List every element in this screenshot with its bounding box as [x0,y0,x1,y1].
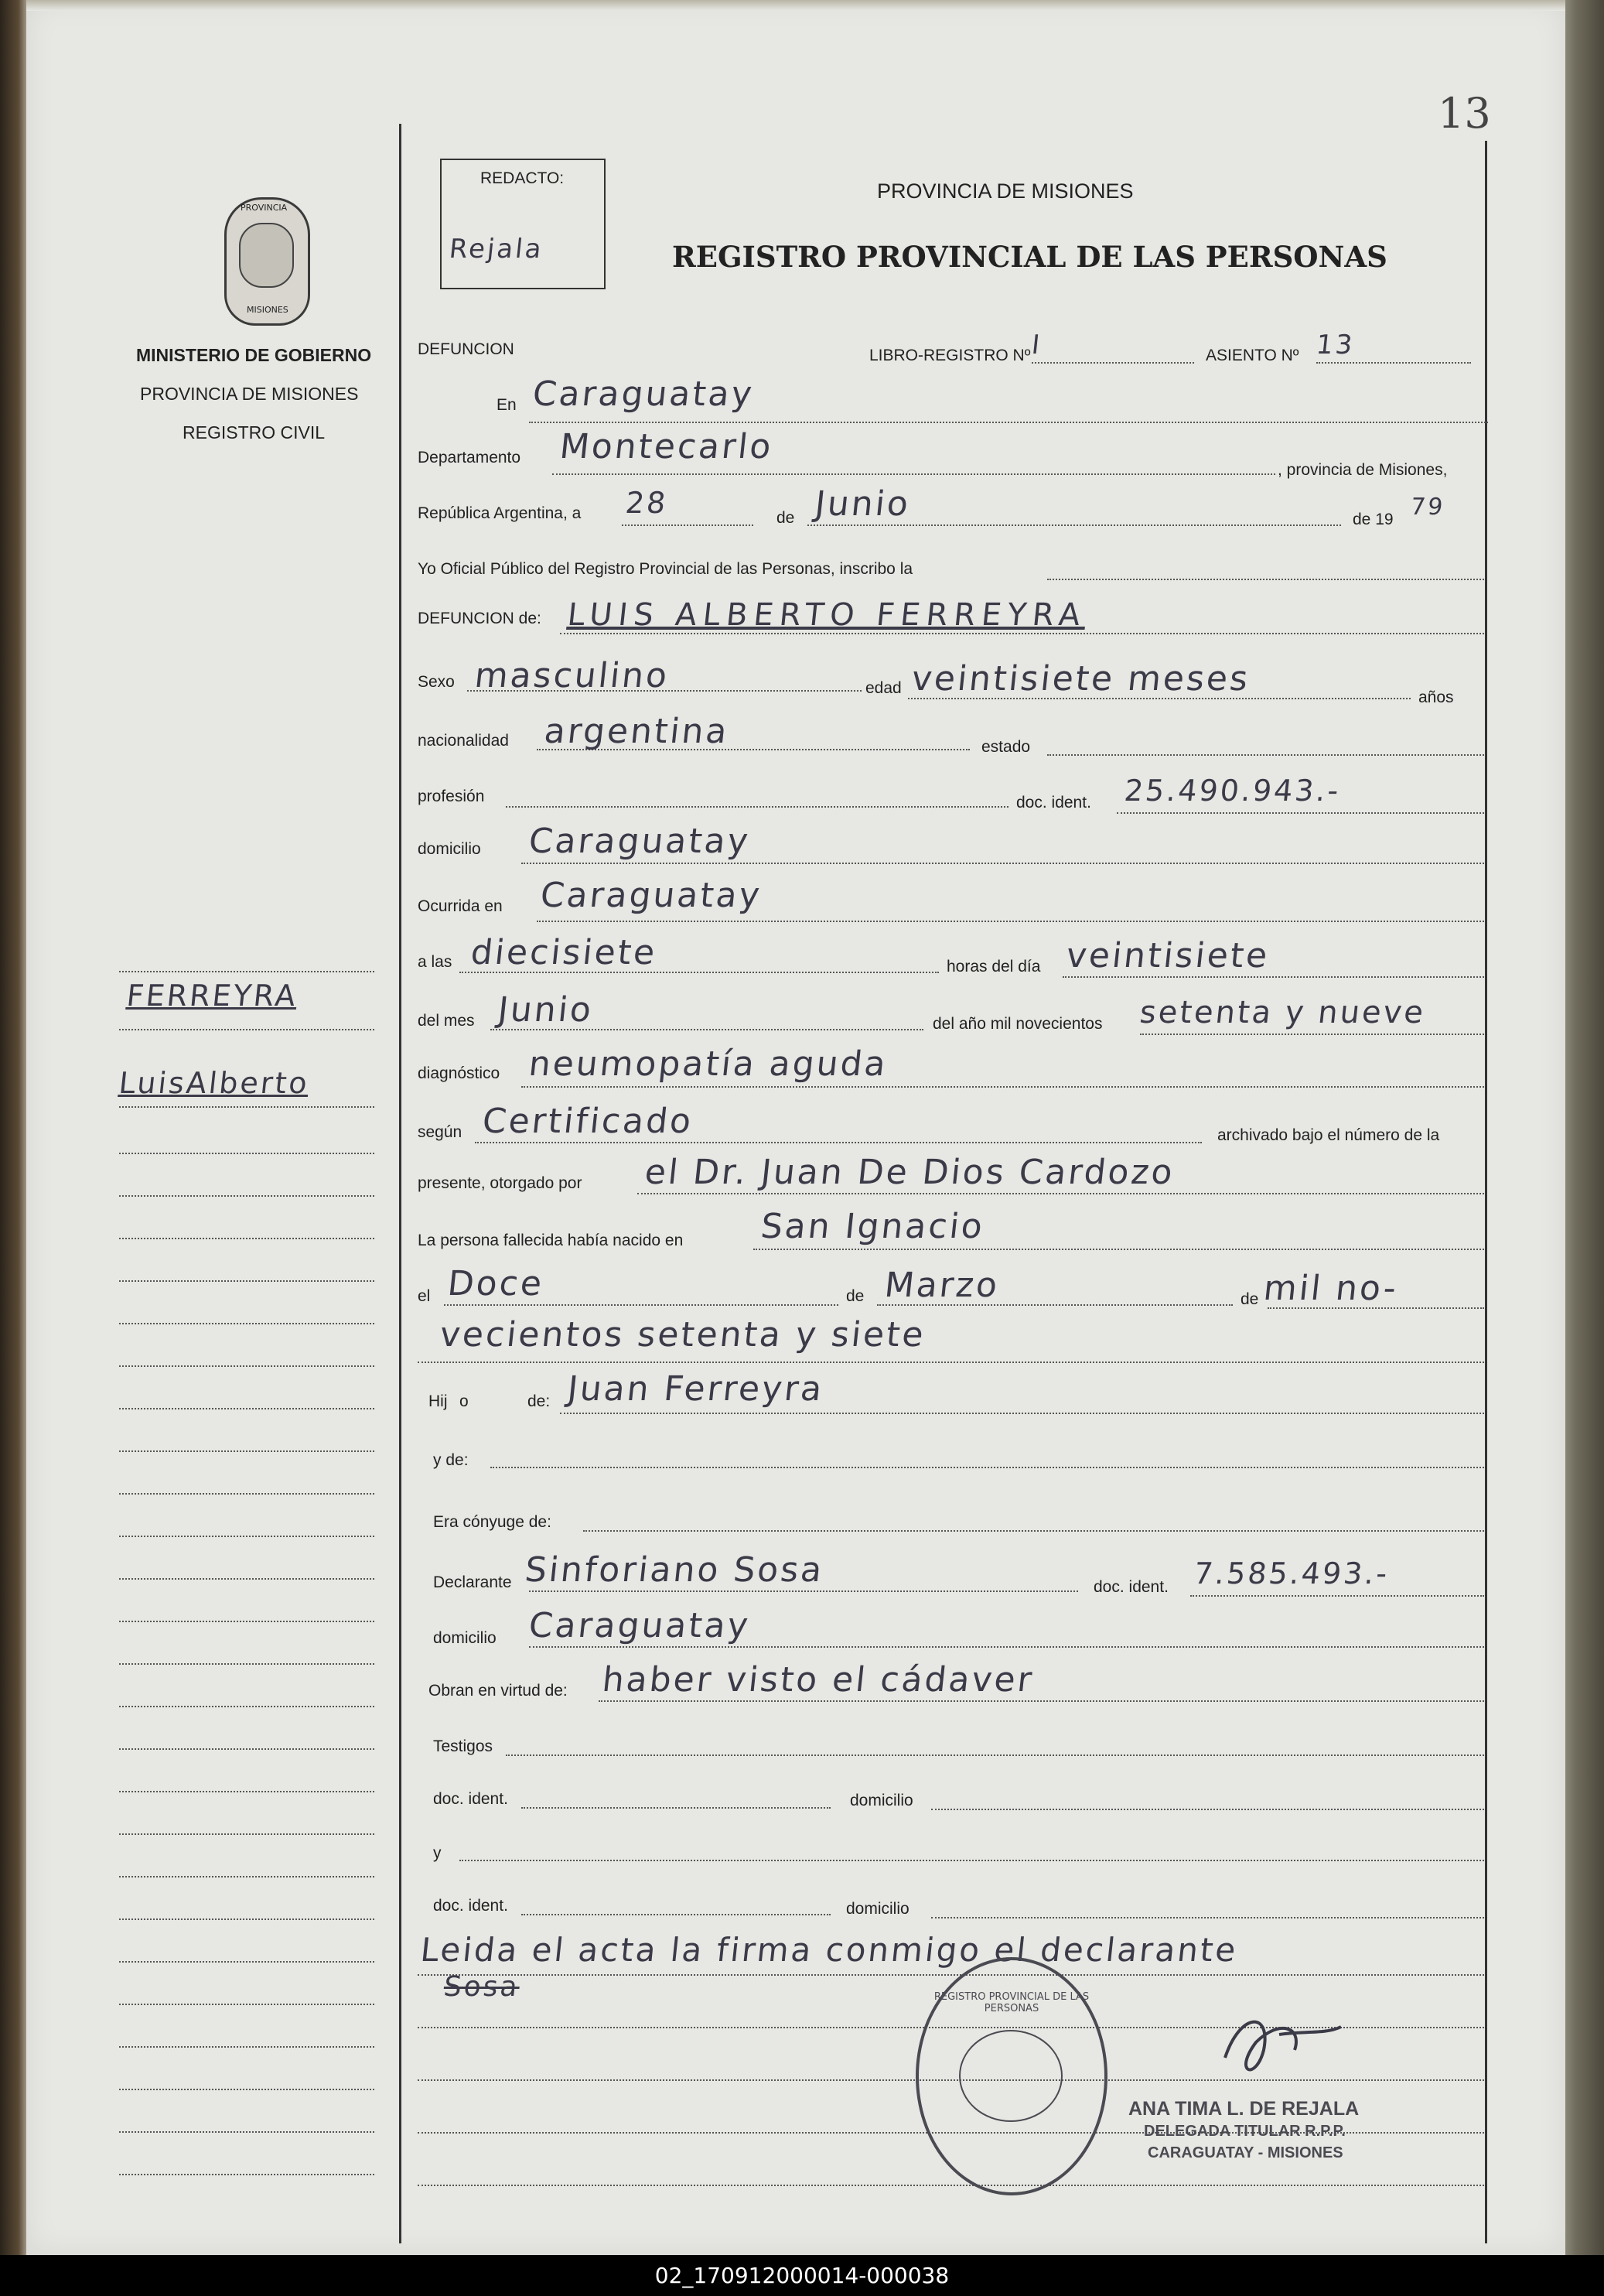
month-value: Junio [813,484,913,524]
emblem-bottom-text: MISIONES [247,305,288,315]
nacionalidad-value: argentina [542,712,732,751]
conyuge-label: Era cónyuge de: [433,1513,551,1531]
decl-doc-label: doc. ident. [1094,1578,1169,1596]
presente-label: presente, otorgado por [418,1174,582,1192]
provincia-label: , provincia de Misiones, [1278,461,1448,479]
nacionalidad-label: nacionalidad [418,732,509,750]
del-ano-label: del año mil novecientos [933,1015,1103,1033]
header-province: PROVINCIA DE MISIONES [877,179,1134,203]
y-label: y [433,1844,442,1862]
estado-label: estado [981,738,1031,756]
emblem-top-text: PROVINCIA [241,203,288,213]
edad-label: edad [865,679,902,697]
sexo-value: masculino [473,656,671,695]
ano-value: setenta y nueve [1138,995,1428,1030]
departamento-label: Departamento [418,449,521,466]
testigos-label: Testigos [433,1737,493,1755]
doc-ident-value: 25.490.943.- [1122,774,1343,808]
ocurrida-value: Caraguatay [538,876,764,915]
ministry-label: MINISTERIO DE GOBIERNO [136,345,372,365]
page-title: REGISTRO PROVINCIAL DE LAS PERSONAS [672,240,1387,274]
nacimiento-mes-value: Marzo [882,1266,1002,1305]
diagnostico-label: diagnóstico [418,1064,500,1082]
declarant-signature: Sosa [442,1971,521,2003]
libro-value: I [1029,330,1044,360]
otorgado-value: el Dr. Juan De Dios Cardozo [643,1153,1177,1192]
hij-suffix: o [459,1392,469,1410]
official-location-stamp: CARAGUATAY - MISIONES [1148,2144,1343,2161]
horas-label: horas del día [947,958,1041,975]
closing-statement: Leida el acta la firma conmigo el declarante [418,1931,1240,1969]
segun-value: Certificado [480,1102,695,1141]
edad-value: veintisiete meses [910,659,1252,699]
mes-value: Junio [496,990,596,1030]
nacimiento-ano-value-2: vecientos setenta y siete [438,1315,928,1355]
declarante-label: Declarante [433,1573,512,1591]
official-name-stamp: ANA TIMA L. DE REJALA [1128,2098,1360,2120]
day-value: 28 [623,486,670,520]
decl-domicilio-label: domicilio [433,1629,497,1647]
left-margin-rule [399,124,401,2243]
official-title-stamp: DELEGADA TITULAR R.P.P. [1144,2123,1346,2140]
republica-label: República Argentina, a [418,504,582,522]
nacido-label: La persona fallecida había nacido en [418,1232,684,1249]
a-las-label: a las [418,953,452,971]
defuncion-de-label: DEFUNCION de: [418,610,541,627]
stamp-emblem-icon [959,2030,1063,2122]
redacto-value: Rejala [447,234,545,265]
right-margin-rule [1485,141,1487,2243]
sexo-label: Sexo [418,673,455,691]
en-value: Caraguatay [531,374,756,414]
image-id-footer: 02_170912000014-000038 [0,2255,1604,2296]
left-province-label: PROVINCIA DE MISIONES [140,384,359,404]
segun-label: según [418,1123,462,1141]
year-value: 79 [1409,494,1447,521]
asiento-value: 13 [1314,330,1357,360]
official-signature-icon [1210,2004,1349,2089]
nacimiento-ano-value-1: mil no- [1261,1269,1401,1308]
registry-round-stamp [916,1957,1107,2195]
departamento-value: Montecarlo [558,427,776,466]
doc-ident-label: doc. ident. [1016,794,1091,811]
asiento-label: ASIENTO Nº [1206,347,1299,364]
y-de-label: y de: [433,1451,469,1469]
diagnostico-value: neumopatía aguda [527,1044,890,1084]
nacido-value: San Ignacio [759,1207,987,1246]
hij-label: Hij [428,1392,448,1410]
obran-value: haber visto el cádaver [600,1660,1036,1700]
profesion-label: profesión [418,788,485,805]
redacto-label: REDACTO: [480,169,565,187]
de-label-2: de [846,1287,865,1305]
civil-registry-label: REGISTRO CIVIL [183,422,326,442]
obran-label: Obran en virtud de: [428,1682,568,1700]
libro-label: LIBRO-REGISTRO Nº [869,347,1031,364]
hij-de-label: de: [527,1392,551,1410]
archivado-label: archivado bajo el número de la [1217,1126,1440,1144]
testigo2-domicilio-label: domicilio [846,1900,910,1918]
emblem-shield [239,223,294,288]
anos-label: años [1418,688,1454,706]
margin-given-names: LuisAlberto [117,1066,312,1100]
hora-value: diecisiete [469,933,659,972]
ocurrida-label: Ocurrida en [418,897,503,915]
dia-value: veintisiete [1064,936,1271,975]
del-mes-label: del mes [418,1012,475,1030]
el-label: el [418,1287,431,1305]
round-stamp-text: REGISTRO PROVINCIAL DE LAS PERSONAS [933,1991,1090,2014]
de-label-1: de [776,509,795,527]
testigo1-domicilio-label: domicilio [850,1792,913,1809]
provincial-emblem-icon [224,197,310,326]
domicilio-value: Caraguatay [527,822,753,861]
page-number: 13 [1438,89,1491,138]
page-fold [26,0,1565,11]
register-page [26,0,1565,2255]
margin-surname: FERREYRA [125,979,300,1013]
padre-value: Juan Ferreyra [565,1369,826,1409]
redacto-box [440,159,606,289]
nacimiento-dia-value: Doce [445,1264,546,1303]
testigo2-doc-label: doc. ident. [433,1897,508,1915]
declarante-value: Sinforiano Sosa [523,1550,826,1590]
de-19-label: de 19 [1353,511,1394,528]
oficial-statement: Yo Oficial Público del Registro Provincial de las Personas, inscribo la [418,560,913,578]
domicilio-label: domicilio [418,840,481,858]
de-label-3: de [1241,1290,1259,1308]
deceased-name: LUIS ALBERTO FERREYRA [565,597,1088,633]
en-label: En [497,396,517,414]
decl-domicilio-value: Caraguatay [527,1606,753,1645]
defuncion-heading: DEFUNCION [418,340,514,358]
testigo1-doc-label: doc. ident. [433,1790,508,1808]
decl-doc-value: 7.585.493.- [1192,1556,1391,1590]
